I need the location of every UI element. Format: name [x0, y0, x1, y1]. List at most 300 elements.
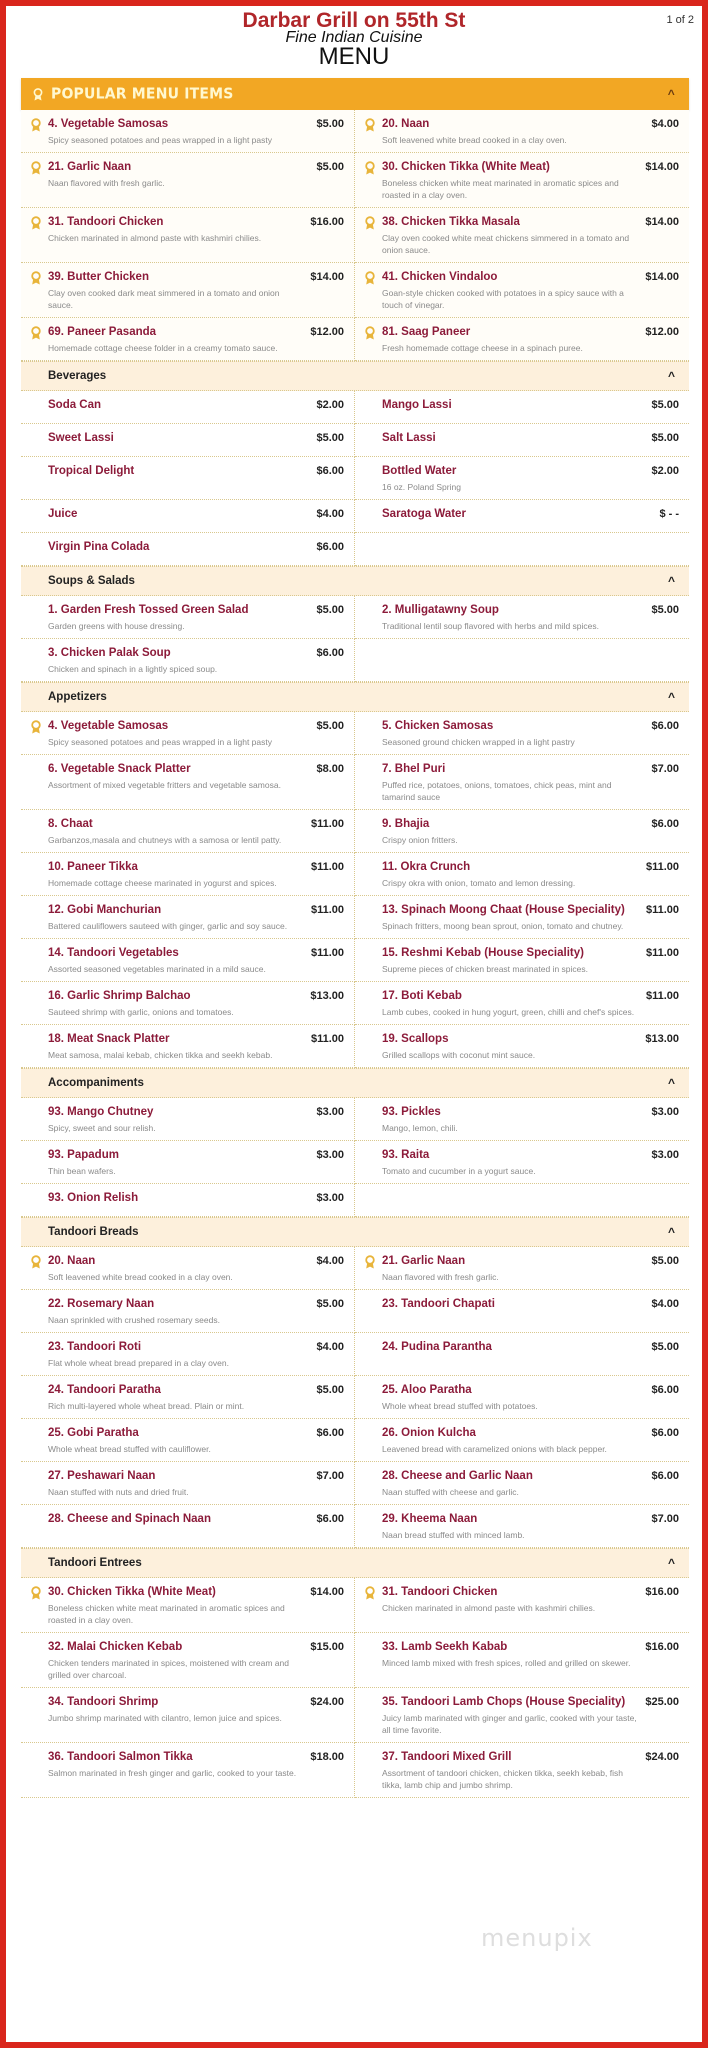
popular-badge-icon	[364, 326, 376, 340]
menu-item-price: $11.00	[310, 861, 344, 873]
menu-item-description: Battered cauliflowers sauteed with ginger, garlic and soy sauce.	[48, 921, 288, 931]
menu-item[interactable]	[355, 1025, 689, 1068]
page-indicator: 1 of 2	[666, 14, 694, 26]
empty-cell	[355, 1184, 689, 1217]
chevron-up-icon[interactable]: ^	[667, 1076, 675, 1090]
menu-item-description: Naan flavored with fresh garlic.	[48, 178, 165, 188]
menu-item-price: $5.00	[316, 161, 344, 173]
menu-item-price: $5.00	[651, 432, 679, 444]
menu-item[interactable]	[21, 208, 355, 263]
menu-item-name: Sweet Lassi	[48, 432, 114, 444]
menu-item-name: 29. Kheema Naan	[382, 1513, 478, 1525]
menu-item-name: 9. Bhajia	[382, 818, 430, 830]
menu-item-price: $3.00	[651, 1149, 679, 1161]
menu-item-name: 20. Naan	[382, 118, 430, 130]
menu-item-name: 13. Spinach Moong Chaat (House Speciality)	[382, 904, 625, 916]
popular-badge-icon	[364, 1255, 376, 1269]
menu-item-name: 25. Gobi Paratha	[48, 1427, 139, 1439]
menu-item-name: 14. Tandoori Vegetables	[48, 947, 179, 959]
menu-item-name: 28. Cheese and Garlic Naan	[382, 1470, 533, 1482]
menu-item-name: 20. Naan	[48, 1255, 96, 1267]
menu-item-description: 16 oz. Poland Spring	[382, 482, 461, 492]
menu-item[interactable]	[355, 263, 689, 318]
menu-item[interactable]	[355, 457, 689, 500]
menu-item[interactable]	[355, 424, 689, 457]
popular-badge-icon	[30, 271, 42, 285]
menu-item-description: Assortment of mixed vegetable fritters and vegetable samosa.	[48, 780, 281, 790]
menu-item-name: 81. Saag Paneer	[382, 326, 471, 338]
menu-item-price: $3.00	[651, 1106, 679, 1118]
menu-item-price: $4.00	[651, 118, 679, 130]
menu-item-description: Spicy seasoned potatoes and peas wrapped in a light pasty	[48, 737, 272, 747]
menu-item-price: $3.00	[316, 1192, 344, 1204]
menu-item-name: 4. Vegetable Samosas	[48, 720, 169, 732]
menu-item-price: $5.00	[316, 720, 344, 732]
section-items-grid	[21, 1098, 689, 1217]
menu-item-name: 28. Cheese and Spinach Naan	[48, 1513, 211, 1525]
menu-item-description: Spinach fritters, moong bean sprout, onion, tomato and chutney.	[382, 921, 624, 931]
menu-item-description: Seasoned ground chicken wrapped in a light pastry	[382, 737, 575, 747]
menu-item-name: 5. Chicken Samosas	[382, 720, 494, 732]
menu-item-name: Saratoga Water	[382, 508, 466, 520]
menu-item-name: 24. Pudina Parantha	[382, 1341, 492, 1353]
menu-item-price: $5.00	[651, 399, 679, 411]
menu-item-name: 19. Scallops	[382, 1033, 449, 1045]
popular-badge-icon	[30, 118, 42, 132]
section-header-appetizers[interactable]	[21, 682, 689, 712]
menu-item[interactable]	[355, 1688, 689, 1743]
menu-item-name: 6. Vegetable Snack Platter	[48, 763, 191, 775]
menu-item-price: $6.00	[651, 1427, 679, 1439]
chevron-up-icon[interactable]: ^	[667, 1225, 675, 1239]
popular-items-grid	[21, 110, 689, 361]
menu-item-price: $ - -	[659, 508, 679, 520]
section-header-tandoori-breads[interactable]	[21, 1217, 689, 1247]
menu-item[interactable]	[21, 1025, 355, 1068]
menu-item-price: $15.00	[310, 1641, 344, 1653]
section-title: Appetizers	[48, 691, 107, 703]
section-title: Beverages	[48, 370, 107, 382]
menu-item[interactable]	[355, 596, 689, 639]
menu-item[interactable]	[355, 1247, 689, 1290]
menu-item-name: Mango Lassi	[382, 399, 452, 411]
menu-item-name: 23. Tandoori Roti	[48, 1341, 142, 1353]
menu-item[interactable]	[21, 1184, 355, 1217]
section-items-grid	[21, 596, 689, 682]
menu-item[interactable]	[21, 1333, 355, 1376]
menu-item-price: $5.00	[316, 604, 344, 616]
popular-badge-icon	[364, 118, 376, 132]
menu-item-price: $11.00	[645, 990, 679, 1002]
popular-badge-icon	[30, 161, 42, 175]
menu-item-price: $12.00	[645, 326, 679, 338]
menu-item-description: Fresh homemade cottage cheese in a spinach puree.	[382, 343, 583, 353]
menu-item-description: Leavened bread with caramelized onions with black pepper.	[382, 1444, 607, 1454]
menu-item-description: Tomato and cucumber in a yogurt sauce.	[382, 1166, 536, 1176]
menu-item-name: 18. Meat Snack Platter	[48, 1033, 170, 1045]
menu-item-description: Chicken marinated in almond paste with kashmiri chilies.	[382, 1603, 596, 1613]
menu-item-name: 69. Paneer Pasanda	[48, 326, 157, 338]
menu-item-price: $14.00	[645, 271, 679, 283]
menu-item-price: $5.00	[316, 1298, 344, 1310]
menu-item[interactable]	[21, 1633, 355, 1688]
menu-item[interactable]	[21, 457, 355, 500]
menu-item-name: Juice	[48, 508, 78, 520]
menu-item-name: 93. Raita	[382, 1149, 430, 1161]
menu-item-price: $6.00	[651, 720, 679, 732]
menu-item-price: $6.00	[316, 647, 344, 659]
menu-item-price: $5.00	[316, 118, 344, 130]
menu-item[interactable]	[355, 896, 689, 939]
menu-item-name: 27. Peshawari Naan	[48, 1470, 156, 1482]
section-header-soups-salads[interactable]	[21, 566, 689, 596]
menu-sections	[21, 361, 689, 1798]
award-ribbon-icon	[33, 88, 43, 101]
popular-badge-icon	[364, 271, 376, 285]
menu-item-description: Juicy lamb marinated with ginger and garlic, cooked with your taste, all time favorite.	[382, 1713, 637, 1735]
menu-item[interactable]	[355, 755, 689, 810]
menu-item-description: Spicy, sweet and sour relish.	[48, 1123, 156, 1133]
menu-item-description: Thin bean wafers.	[48, 1166, 116, 1176]
menu-item-price: $11.00	[645, 904, 679, 916]
menu-item[interactable]	[21, 1290, 355, 1333]
menu-item[interactable]	[21, 1419, 355, 1462]
menu-item-description: Naan sprinkled with crushed rosemary seeds.	[48, 1315, 220, 1325]
menu-item-description: Garbanzos,masala and chutneys with a samosa or lentil patty.	[48, 835, 282, 845]
menu-item[interactable]	[355, 500, 689, 533]
menu-item-price: $14.00	[310, 271, 344, 283]
menu-item-description: Flat whole wheat bread prepared in a clay oven.	[48, 1358, 229, 1368]
menu-item-name: 31. Tandoori Chicken	[382, 1586, 498, 1598]
menu-item[interactable]	[21, 1098, 355, 1141]
menu-item[interactable]	[21, 596, 355, 639]
menu-item-name: 39. Butter Chicken	[48, 271, 149, 283]
menu-item-price: $5.00	[651, 1255, 679, 1267]
menu-item-name: 93. Onion Relish	[48, 1192, 139, 1204]
popular-badge-icon	[30, 1586, 42, 1600]
menu-item-price: $16.00	[645, 1641, 679, 1653]
menu-item-name: 38. Chicken Tikka Masala	[382, 216, 520, 228]
menu-item[interactable]	[355, 1633, 689, 1688]
menu-item-name: 11. Okra Crunch	[382, 861, 471, 873]
menu-item-name: 26. Onion Kulcha	[382, 1427, 476, 1439]
menu-item-price: $4.00	[316, 1341, 344, 1353]
menu-item[interactable]	[21, 1376, 355, 1419]
menu-item-name: 4. Vegetable Samosas	[48, 118, 169, 130]
menu-item[interactable]	[355, 1419, 689, 1462]
restaurant-title: Darbar Grill on 55th St	[242, 9, 466, 32]
menu-item-price: $6.00	[316, 465, 344, 477]
menu-page	[6, 6, 702, 2042]
menu-item-description: Boneless chicken white meat marinated in aromatic spices and roasted in a clay oven.	[382, 178, 619, 200]
menu-item[interactable]	[355, 1333, 689, 1376]
menu-item-price: $6.00	[316, 1513, 344, 1525]
popular-badge-icon	[364, 161, 376, 175]
menu-item-name: 3. Chicken Palak Soup	[48, 647, 171, 659]
menu-item-description: Crispy okra with onion, tomato and lemon dressing.	[382, 878, 576, 888]
menu-item-description: Whole wheat bread stuffed with cauliflower.	[48, 1444, 211, 1454]
menu-item-name: 12. Gobi Manchurian	[48, 904, 162, 916]
menu-item-price: $11.00	[310, 947, 344, 959]
menu-item-name: 8. Chaat	[48, 818, 93, 830]
menu-item[interactable]	[21, 1743, 355, 1798]
section-title: Accompaniments	[48, 1077, 144, 1089]
menu-item-name: 7. Bhel Puri	[382, 763, 446, 775]
menu-item-description: Mango, lemon, chili.	[382, 1123, 458, 1133]
menu-item-description: Salmon marinated in fresh ginger and garlic, cooked to your taste.	[48, 1768, 297, 1778]
menu-item[interactable]	[355, 391, 689, 424]
menu-item-description: Meat samosa, malai kebab, chicken tikka and seekh kebab.	[48, 1050, 273, 1060]
menu-item[interactable]	[21, 639, 355, 682]
section-items-grid	[21, 1247, 689, 1548]
popular-badge-icon	[30, 1255, 42, 1269]
menu-item-price: $25.00	[645, 1696, 679, 1708]
menu-item-description: Rich multi-layered whole wheat bread. Plain or mint.	[48, 1401, 245, 1411]
menu-item[interactable]	[355, 712, 689, 755]
menu-item-description: Traditional lentil soup flavored with herbs and mild spices.	[382, 621, 600, 631]
menu-item-name: 31. Tandoori Chicken	[48, 216, 164, 228]
menu-item[interactable]	[21, 896, 355, 939]
menu-item-price: $11.00	[310, 1033, 344, 1045]
menu-item-price: $6.00	[651, 818, 679, 830]
popular-badge-icon	[364, 1586, 376, 1600]
menu-item-description: Sauteed shrimp with garlic, onions and tomatoes.	[48, 1007, 234, 1017]
menu-item-name: 21. Garlic Naan	[48, 161, 132, 173]
menu-item-price: $2.00	[651, 465, 679, 477]
menu-item-price: $11.00	[645, 947, 679, 959]
menu-item[interactable]	[355, 110, 689, 153]
menu-item-price: $6.00	[316, 1427, 344, 1439]
menu-heading: MENU	[318, 43, 390, 70]
popular-items-header[interactable]	[21, 78, 689, 110]
menu-item-name: 15. Reshmi Kebab (House Speciality)	[382, 947, 584, 959]
menu-item-price: $3.00	[316, 1106, 344, 1118]
menu-item[interactable]	[21, 1688, 355, 1743]
section-header-tandoori-entrees[interactable]	[21, 1548, 689, 1578]
menu-item-description: Soft leavened white bread cooked in a clay oven.	[48, 1272, 233, 1282]
menu-item-name: 1. Garden Fresh Tossed Green Salad	[48, 604, 249, 616]
section-title: Soups & Salads	[48, 575, 135, 587]
popular-badge-icon	[30, 216, 42, 230]
menu-item-description: Goan-style chicken cooked with potatoes in a spicy sauce with a touch of vinegar.	[382, 288, 624, 310]
menu-item-description: Naan bread stuffed with minced lamb.	[382, 1530, 525, 1540]
menu-item-price: $5.00	[316, 432, 344, 444]
menu-item-price: $5.00	[651, 1341, 679, 1353]
menu-item-price: $2.00	[316, 399, 344, 411]
popular-badge-icon	[30, 720, 42, 734]
menu-item[interactable]	[355, 153, 689, 208]
menu-item[interactable]	[355, 1505, 689, 1548]
empty-cell	[355, 533, 689, 566]
menu-item-price: $24.00	[645, 1751, 679, 1763]
menu-item-price: $16.00	[645, 1586, 679, 1598]
menu-item-description: Boneless chicken white meat marinated in aromatic spices and roasted in a clay oven.	[48, 1603, 285, 1625]
menu-item-description: Minced lamb mixed with fresh spices, rolled and grilled on skewer.	[382, 1658, 631, 1668]
menu-item-name: 16. Garlic Shrimp Balchao	[48, 990, 191, 1002]
menu-item[interactable]	[21, 755, 355, 810]
menu-item[interactable]	[21, 853, 355, 896]
menu-item-name: 32. Malai Chicken Kebab	[48, 1641, 183, 1653]
menu-item[interactable]	[355, 982, 689, 1025]
menu-item[interactable]	[21, 982, 355, 1025]
menu-item[interactable]	[21, 1505, 355, 1548]
menu-item-price: $6.00	[651, 1470, 679, 1482]
menu-item-description: Assorted seasoned vegetables marinated in a mild sauce.	[48, 964, 266, 974]
section-title: Tandoori Entrees	[48, 1557, 142, 1569]
menu-item-price: $11.00	[310, 904, 344, 916]
menu-item[interactable]	[355, 1290, 689, 1333]
menu-item[interactable]	[355, 1376, 689, 1419]
menu-item-name: 23. Tandoori Chapati	[382, 1298, 495, 1310]
menu-item-description: Lamb cubes, cooked in hung yogurt, green, chilli and chef's spices.	[382, 1007, 635, 1017]
section-header-accompaniments[interactable]	[21, 1068, 689, 1098]
menu-item-name: 93. Pickles	[382, 1106, 441, 1118]
chevron-up-icon[interactable]: ^	[667, 574, 675, 588]
menu-item-description: Soft leavened white bread cooked in a clay oven.	[382, 135, 567, 145]
menu-item[interactable]	[21, 391, 355, 424]
menu-item-price: $14.00	[310, 1586, 344, 1598]
menu-item-price: $14.00	[645, 161, 679, 173]
menu-item[interactable]	[21, 110, 355, 153]
menu-item[interactable]	[355, 1098, 689, 1141]
menu-item-description: Crispy onion fritters.	[382, 835, 458, 845]
menu-item-price: $3.00	[316, 1149, 344, 1161]
chevron-up-icon[interactable]: ^	[667, 690, 675, 704]
menu-item-price: $18.00	[310, 1751, 344, 1763]
menu-item-name: 93. Mango Chutney	[48, 1106, 154, 1118]
menu-item-name: Bottled Water	[382, 465, 457, 477]
menu-item[interactable]	[355, 853, 689, 896]
menu-item-description: Whole wheat bread stuffed with potatoes.	[382, 1401, 538, 1411]
menu-item[interactable]	[21, 533, 355, 566]
section-title: Tandoori Breads	[48, 1226, 139, 1238]
menu-item-price: $16.00	[310, 216, 344, 228]
menu-item-description: Supreme pieces of chicken breast marinated in spices.	[382, 964, 588, 974]
menu-item-description: Naan flavored with fresh garlic.	[382, 1272, 499, 1282]
menu-item-name: 93. Papadum	[48, 1149, 119, 1161]
menu-item-price: $7.00	[316, 1470, 344, 1482]
menu-item-name: 10. Paneer Tikka	[48, 861, 138, 873]
menu-item-name: 36. Tandoori Salmon Tikka	[48, 1751, 193, 1763]
menu-item-description: Naan stuffed with cheese and garlic.	[382, 1487, 519, 1497]
menu-item-name: Salt Lassi	[382, 432, 436, 444]
menu-item-description: Naan stuffed with nuts and dried fruit.	[48, 1487, 189, 1497]
menu-item-description: Grilled scallops with coconut mint sauce.	[382, 1050, 536, 1060]
menu-item-price: $13.00	[645, 1033, 679, 1045]
menu-item-price: $7.00	[651, 763, 679, 775]
menu-item-price: $7.00	[651, 1513, 679, 1525]
menu-item-description: Homemade cottage cheese marinated in yogurst and spices.	[48, 878, 277, 888]
menu-item-price: $4.00	[316, 508, 344, 520]
menu-item[interactable]	[21, 1141, 355, 1184]
section-items-grid	[21, 1578, 689, 1798]
watermark: menupix	[481, 1924, 593, 1952]
menu-item-price: $4.00	[651, 1298, 679, 1310]
popular-badge-icon	[364, 216, 376, 230]
menu-item-description: Jumbo shrimp marinated with cilantro, lemon juice and spices.	[48, 1713, 282, 1723]
chevron-up-icon[interactable]: ^	[667, 369, 675, 383]
section-items-grid	[21, 391, 689, 566]
restaurant-subtitle: Fine Indian Cuisine	[285, 29, 423, 46]
menu-item-price: $24.00	[310, 1696, 344, 1708]
section-header-beverages[interactable]	[21, 361, 689, 391]
menu-item-description: Chicken and spinach in a lightly spiced soup.	[48, 664, 218, 674]
menu-item-price: $6.00	[316, 541, 344, 553]
popular-badge-icon	[30, 326, 42, 340]
menu-header	[6, 6, 702, 78]
menu-item-price: $5.00	[651, 604, 679, 616]
menu-item[interactable]	[21, 1578, 355, 1633]
menu-item-name: 24. Tandoori Paratha	[48, 1384, 161, 1396]
menu-item[interactable]	[21, 424, 355, 457]
menu-item[interactable]	[355, 810, 689, 853]
menu-item-description: Clay oven cooked white meat chickens simmered in a tomato and onion sauce.	[382, 233, 630, 255]
menu-item-description: Homemade cottage cheese folder in a creamy tomato sauce.	[48, 343, 278, 353]
menu-item-name: 34. Tandoori Shrimp	[48, 1696, 159, 1708]
empty-cell	[355, 639, 689, 682]
menu-item-name: 37. Tandoori Mixed Grill	[382, 1751, 512, 1763]
menu-item-description: Garden greens with house dressing.	[48, 621, 185, 631]
menu-item[interactable]	[21, 500, 355, 533]
menu-item-name: 35. Tandoori Lamb Chops (House Speciality)	[382, 1696, 626, 1708]
menu-item-description: Chicken tenders marinated in spices, moistened with cream and grilled over charcoal.	[48, 1658, 289, 1680]
menu-item-description: Clay oven cooked dark meat simmered in a tomato and onion sauce.	[48, 288, 280, 310]
menu-item[interactable]	[21, 1247, 355, 1290]
menu-item-name: 30. Chicken Tikka (White Meat)	[48, 1586, 216, 1598]
menu-item[interactable]	[355, 318, 689, 361]
menu-item-price: $12.00	[310, 326, 344, 338]
menu-item[interactable]	[355, 1743, 689, 1798]
menu-item-description: Spicy seasoned potatoes and peas wrapped in a light pasty	[48, 135, 272, 145]
menu-item[interactable]	[355, 1578, 689, 1633]
menu-item-price: $4.00	[316, 1255, 344, 1267]
menu-item[interactable]	[355, 1462, 689, 1505]
menu-item-price: $13.00	[310, 990, 344, 1002]
menu-item-price: $14.00	[645, 216, 679, 228]
menu-item-name: 22. Rosemary Naan	[48, 1298, 155, 1310]
menu-item[interactable]	[21, 153, 355, 208]
menu-item[interactable]	[21, 318, 355, 361]
menu-item-name: Virgin Pina Colada	[48, 541, 150, 553]
menu-item-price: $6.00	[651, 1384, 679, 1396]
popular-items-label: POPULAR MENU ITEMS	[51, 85, 234, 103]
menu-item-description: Puffed rice, potatoes, onions, tomatoes, chick peas, mint and tamarind sauce	[382, 780, 612, 802]
menu-item-price: $11.00	[310, 818, 344, 830]
menu-content	[21, 78, 689, 1798]
menu-item-name: 21. Garlic Naan	[382, 1255, 466, 1267]
menu-item-name: Tropical Delight	[48, 465, 135, 477]
menu-item[interactable]	[21, 263, 355, 318]
menu-item-name: Soda Can	[48, 399, 102, 411]
menu-item[interactable]	[355, 939, 689, 982]
menu-item[interactable]	[21, 939, 355, 982]
menu-item-price: $5.00	[316, 1384, 344, 1396]
section-items-grid	[21, 712, 689, 1068]
chevron-up-icon[interactable]: ^	[667, 1556, 675, 1570]
menu-item[interactable]	[21, 712, 355, 755]
chevron-up-icon[interactable]: ^	[667, 87, 675, 101]
menu-item[interactable]	[21, 810, 355, 853]
menu-item[interactable]	[355, 208, 689, 263]
menu-item-name: 30. Chicken Tikka (White Meat)	[382, 161, 550, 173]
menu-item[interactable]	[21, 1462, 355, 1505]
menu-item-price: $11.00	[645, 861, 679, 873]
menu-item[interactable]	[355, 1141, 689, 1184]
menu-item-description: Chicken marinated in almond paste with kashmiri chilies.	[48, 233, 262, 243]
menu-item-name: 25. Aloo Paratha	[382, 1384, 472, 1396]
menu-item-name: 33. Lamb Seekh Kabab	[382, 1641, 508, 1653]
menu-item-description: Assortment of tandoori chicken, chicken tikka, seekh kebab, fish tikka, lamb chip and jumbo shrimp.	[382, 1768, 623, 1790]
